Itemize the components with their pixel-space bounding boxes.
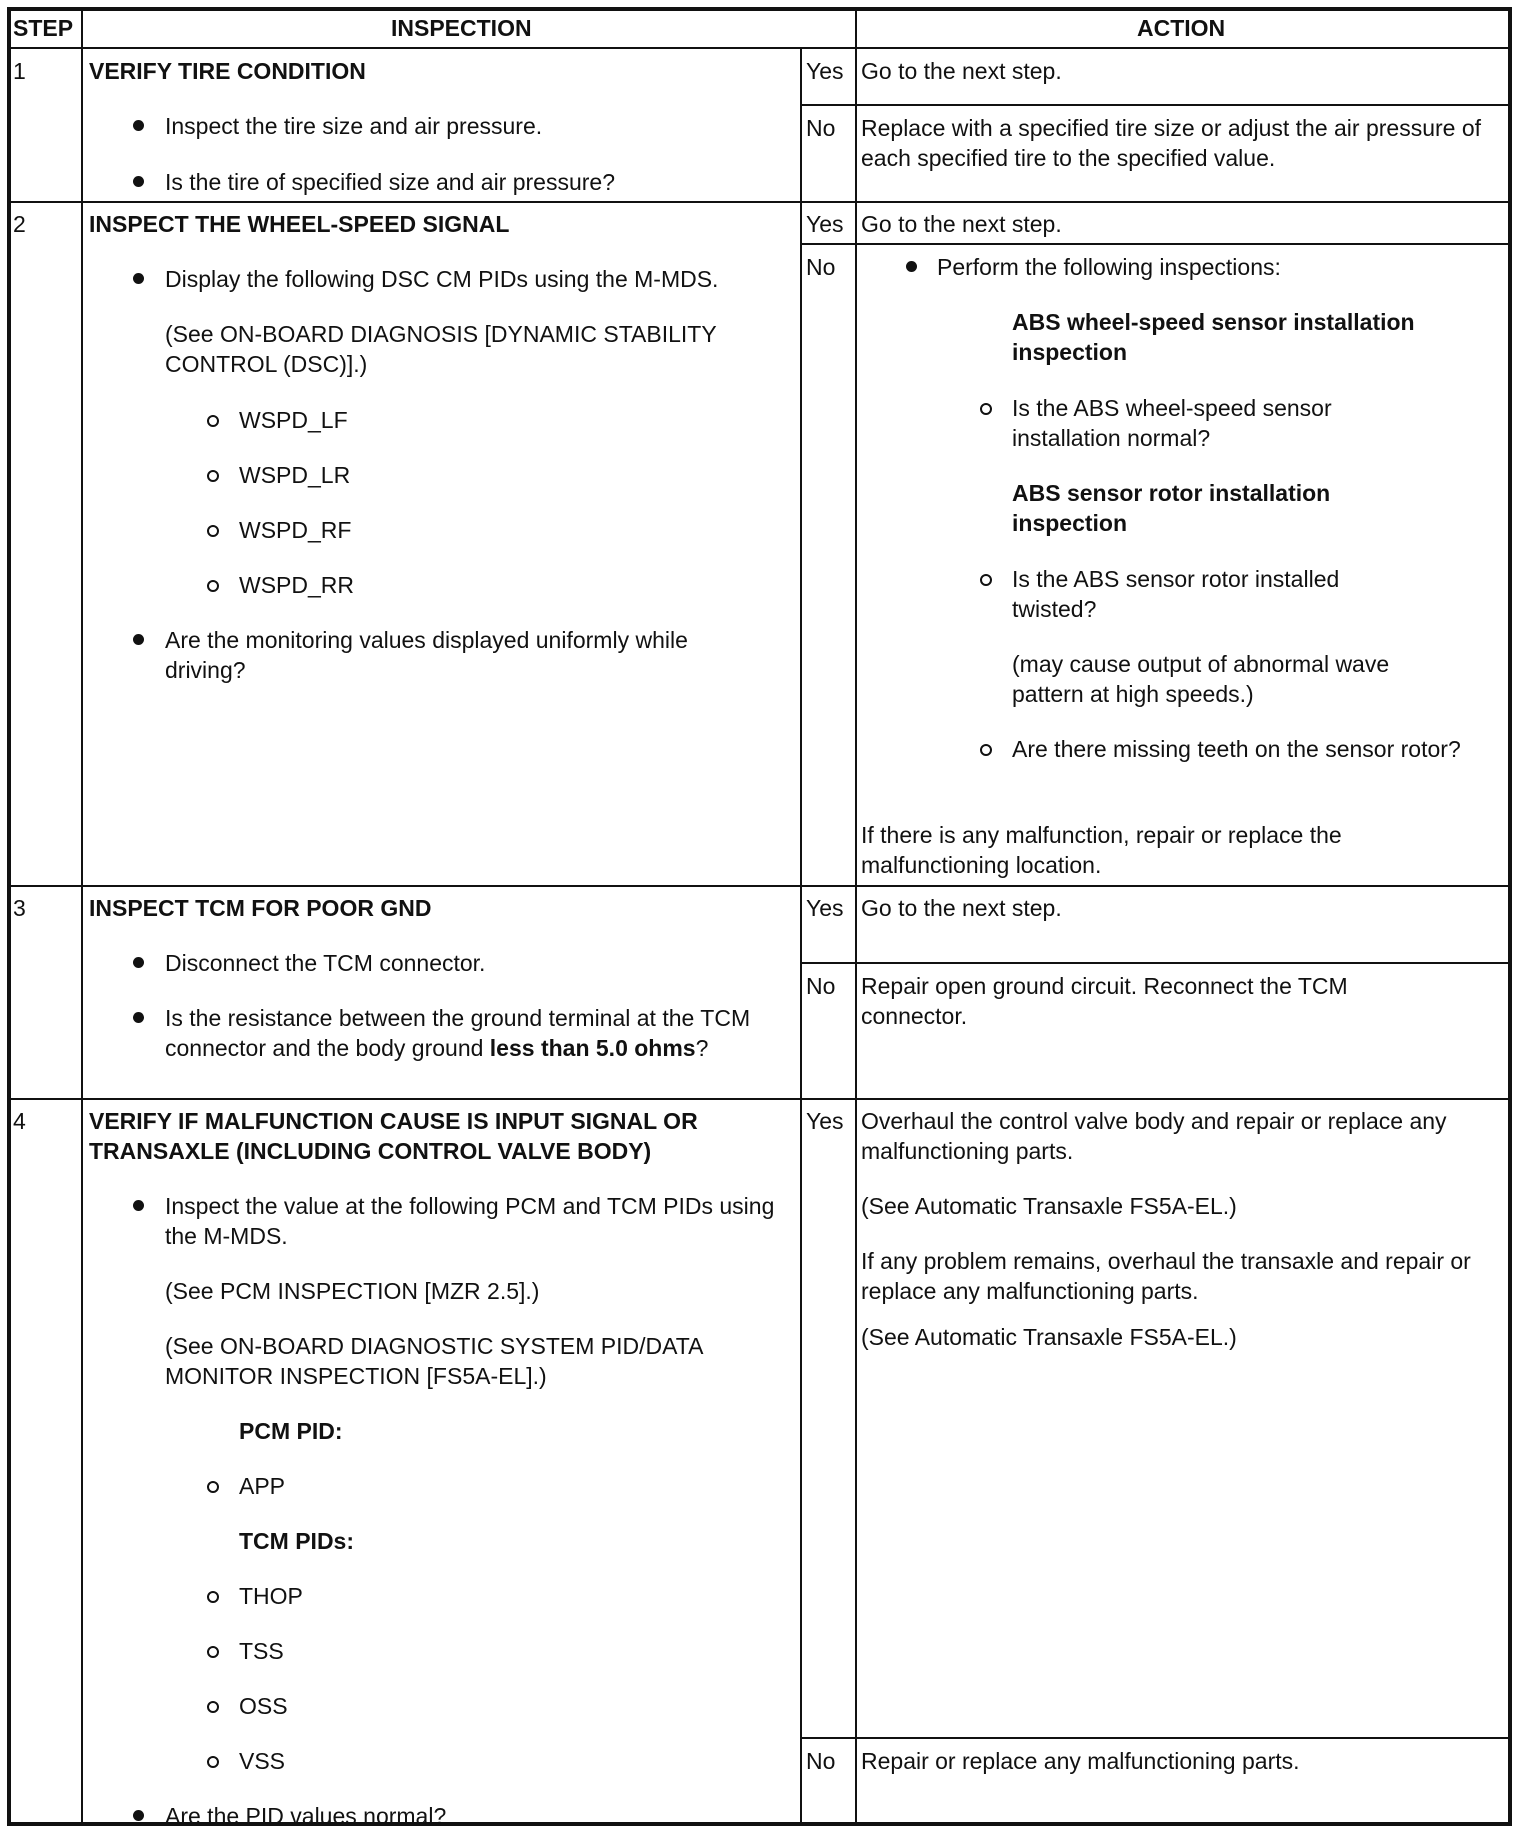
circle-bullet-icon	[207, 1756, 219, 1768]
bullet-icon	[133, 120, 144, 131]
step2-see-reference: (See ON-BOARD DIAGNOSIS [DYNAMIC STABILITY CONTROL (DSC)].)	[165, 321, 717, 377]
step2-no-item-1: Is the ABS wheel-speed sensor installation normal?	[1012, 395, 1332, 451]
col-divider-action	[855, 9, 857, 1824]
circle-bullet-icon	[207, 1701, 219, 1713]
step3-yes-no-divider	[800, 962, 1510, 964]
step3-no-action: Repair open ground circuit. Reconnect the TCM connector.	[861, 973, 1348, 1029]
bullet-icon	[133, 1012, 144, 1023]
step1-bullet-1: Inspect the tire size and air pressure.	[165, 113, 543, 139]
bullet-icon	[133, 273, 144, 284]
step4-see-obd: (See ON-BOARD DIAGNOSTIC SYSTEM PID/DATA MONITOR INSPECTION [FS5A-EL].)	[165, 1333, 703, 1389]
step4-bullet-1: Inspect the value at the following PCM and TCM PIDs using the M-MDS.	[165, 1193, 775, 1249]
step4-tcm-pid: THOP	[239, 1583, 303, 1609]
header-step: STEP	[13, 15, 74, 41]
step2-no-label: No	[806, 254, 836, 280]
step4-tcm-pid: TSS	[239, 1638, 284, 1664]
header-inspection: INSPECTION	[391, 15, 532, 41]
header-divider	[9, 47, 1510, 49]
circle-bullet-icon	[980, 574, 992, 586]
circle-bullet-icon	[207, 1646, 219, 1658]
col-divider-step	[81, 9, 83, 1824]
step2-pid: WSPD_RF	[239, 517, 352, 543]
step3-bullet-2-end: ?	[695, 1035, 709, 1061]
step2-pid: WSPD_RR	[239, 572, 355, 598]
step1-yes-label: Yes	[806, 58, 844, 84]
step3-bullet-2	[165, 1003, 760, 1063]
step1-yes-action: Go to the next step.	[861, 58, 1062, 84]
step4-pcm-pid: APP	[239, 1473, 286, 1499]
step2-pid: WSPD_LF	[239, 407, 348, 433]
step3-title: INSPECT TCM FOR POOR GND	[89, 895, 432, 921]
step2-no-heading-2: ABS sensor rotor installation inspection	[1012, 480, 1331, 536]
step2-bullet-1: Display the following DSC CM PIDs using the M-MDS.	[165, 266, 719, 292]
step4-tcm-pid: VSS	[239, 1748, 286, 1774]
step4-title: VERIFY IF MALFUNCTION CAUSE IS INPUT SIGNAL OR TRANSAXLE (INCLUDING CONTROL VALVE BODY)	[89, 1108, 698, 1164]
step3-bullet-2-emphasis: less than 5.0 ohms	[489, 1035, 696, 1061]
step2-no-item-3: Are there missing teeth on the sensor rotor?	[1012, 736, 1461, 762]
step3-bullet-2-text: Is the resistance between the ground terminal at the TCM connector and the body ground	[165, 1005, 751, 1061]
bullet-icon	[133, 1200, 144, 1211]
step1-no-label: No	[806, 115, 836, 141]
step3-yes-label: Yes	[806, 895, 844, 921]
step1-no-action: Replace with a specified tire size or adjust the air pressure of each specified tire to the specified value.	[861, 115, 1482, 171]
circle-bullet-icon	[980, 744, 992, 756]
step4-yes-action-2: (See Automatic Transaxle FS5A-EL.)	[861, 1193, 1237, 1219]
step4-no-action: Repair or replace any malfunctioning parts.	[861, 1748, 1300, 1774]
step4-pcm-heading: PCM PID:	[239, 1418, 343, 1444]
bullet-icon	[133, 176, 144, 187]
step4-no-label: No	[806, 1748, 836, 1774]
step3-bullet-1: Disconnect the TCM connector.	[165, 950, 486, 976]
step4-yes-action-4: (See Automatic Transaxle FS5A-EL.)	[861, 1324, 1237, 1350]
circle-bullet-icon	[207, 1591, 219, 1603]
step3-number: 3	[13, 895, 26, 921]
step1-bullet-2: Is the tire of specified size and air pressure?	[165, 169, 616, 195]
step2-title: INSPECT THE WHEEL-SPEED SIGNAL	[89, 211, 510, 237]
bullet-icon	[133, 1810, 144, 1821]
step1-yes-no-divider	[800, 104, 1510, 106]
step4-yes-label: Yes	[806, 1108, 844, 1134]
circle-bullet-icon	[207, 470, 219, 482]
step4-tcm-heading: TCM PIDs:	[239, 1528, 354, 1554]
step4-number: 4	[13, 1108, 26, 1134]
header-action: ACTION	[1137, 15, 1226, 41]
step4-tcm-pid: OSS	[239, 1693, 288, 1719]
step1-number: 1	[13, 58, 26, 84]
step2-yes-action: Go to the next step.	[861, 211, 1062, 237]
step2-no-item-2: Is the ABS sensor rotor installed twisted?	[1012, 566, 1340, 622]
step4-yes-no-divider	[800, 1737, 1510, 1739]
step2-yes-no-divider	[800, 243, 1510, 245]
circle-bullet-icon	[207, 415, 219, 427]
row-divider-2-3	[9, 885, 1510, 887]
step3-no-label: No	[806, 973, 836, 999]
step3-yes-action: Go to the next step.	[861, 895, 1062, 921]
step2-no-footer: If there is any malfunction, repair or replace the malfunctioning location.	[861, 822, 1342, 878]
step2-number: 2	[13, 211, 26, 237]
step2-yes-label: Yes	[806, 211, 844, 237]
circle-bullet-icon	[207, 525, 219, 537]
circle-bullet-icon	[207, 580, 219, 592]
step4-bullet-2: Are the PID values normal?	[165, 1803, 447, 1829]
bullet-icon	[133, 634, 144, 645]
bullet-icon	[133, 957, 144, 968]
circle-bullet-icon	[207, 1481, 219, 1493]
step2-pid: WSPD_LR	[239, 462, 351, 488]
step2-no-heading-1: ABS wheel-speed sensor installation inspection	[1012, 309, 1415, 365]
col-divider-inspection	[800, 47, 802, 1824]
step2-no-bullet: Perform the following inspections:	[937, 254, 1281, 280]
step4-see-pcm: (See PCM INSPECTION [MZR 2.5].)	[165, 1278, 540, 1304]
step2-bullet-2: Are the monitoring values displayed uniformly while driving?	[165, 627, 688, 683]
step4-yes-action-3: If any problem remains, overhaul the transaxle and repair or replace any malfunctioning parts.	[861, 1248, 1471, 1304]
step2-no-note: (may cause output of abnormal wave pattern at high speeds.)	[1012, 651, 1390, 707]
step1-title: VERIFY TIRE CONDITION	[89, 58, 366, 84]
bullet-icon	[906, 261, 917, 272]
circle-bullet-icon	[980, 403, 992, 415]
row-divider-3-4	[9, 1098, 1510, 1100]
row-divider-1-2	[9, 201, 1510, 203]
step4-yes-action-1: Overhaul the control valve body and repair or replace any malfunctioning parts.	[861, 1108, 1447, 1164]
